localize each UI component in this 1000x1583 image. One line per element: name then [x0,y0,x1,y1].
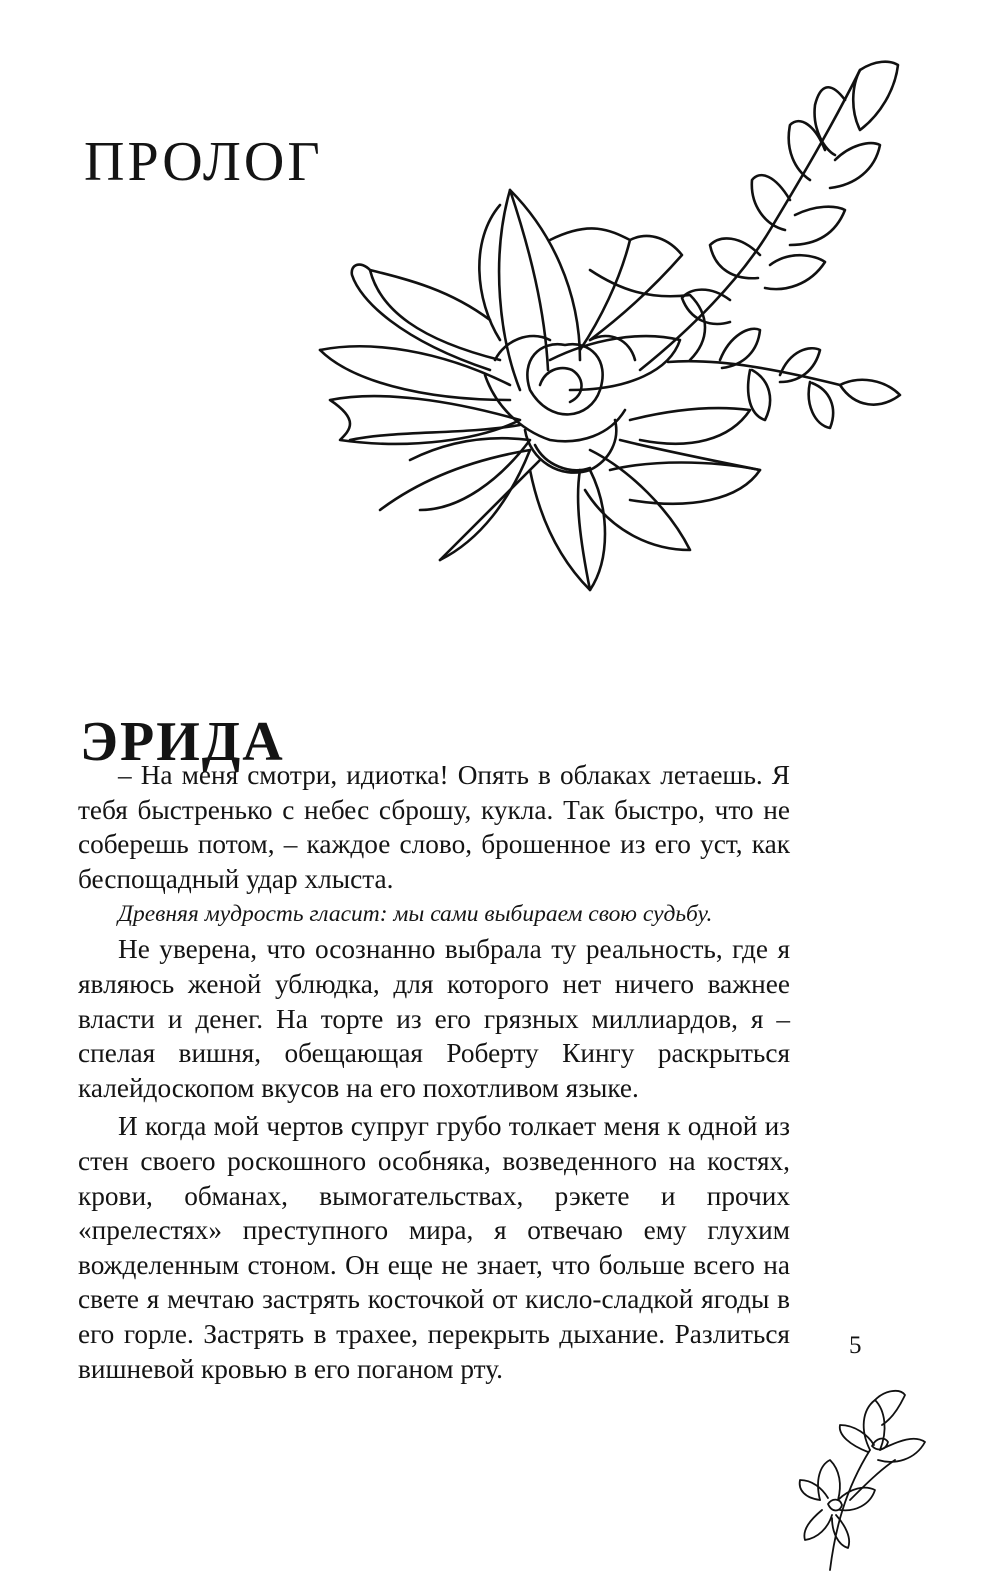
body-text [78,758,790,1386]
prologue-heading: ПРОЛОГ [84,130,323,193]
paragraph-1: – На меня смотри, идиотка! Опять в облаках летаешь. Я тебя быстренько с небес сброшу, кукла. Так быстро, что не соберешь потом, – каждое слово, брошенное из его уст, как беспощадный удар хлыста. [78,760,790,894]
small-flower-illustration [790,1380,940,1580]
chapter-heading: ЭРИДА [80,711,285,774]
paragraph-2: Не уверена, что осознанно выбрала ту реальность, где я являюсь женой ублюдка, для которого нет ничего важнее власти и денег. На торте из его грязных миллиардов, я – спелая вишня, обещающая Роберту Кингу раскрыться калейдоскопом вкусов на его похотливом языке. [78,934,790,1103]
flower-illustration [290,40,920,610]
paragraph-3: И когда мой чертов супруг грубо толкает меня к одной из стен своего роскошного особняка, возведенного на костях, крови, обманах, вымогательствах, рэкете и прочих «прелестях» преступного мира, я отвечаю ему глухим вожделенным стоном. Он еще не знает, что больше всего на свете я мечтаю застрять косточкой от кисло-сладкой ягоды в его горле. Застрять в трахее, перекрыть дыхание. Разлиться вишневой кровью в его поганом рту. [78,1111,790,1384]
page-number: 5 [849,1332,862,1359]
epigraph: Древняя мудрость гласит: мы сами выбираем свою судьбу. [118,901,713,928]
